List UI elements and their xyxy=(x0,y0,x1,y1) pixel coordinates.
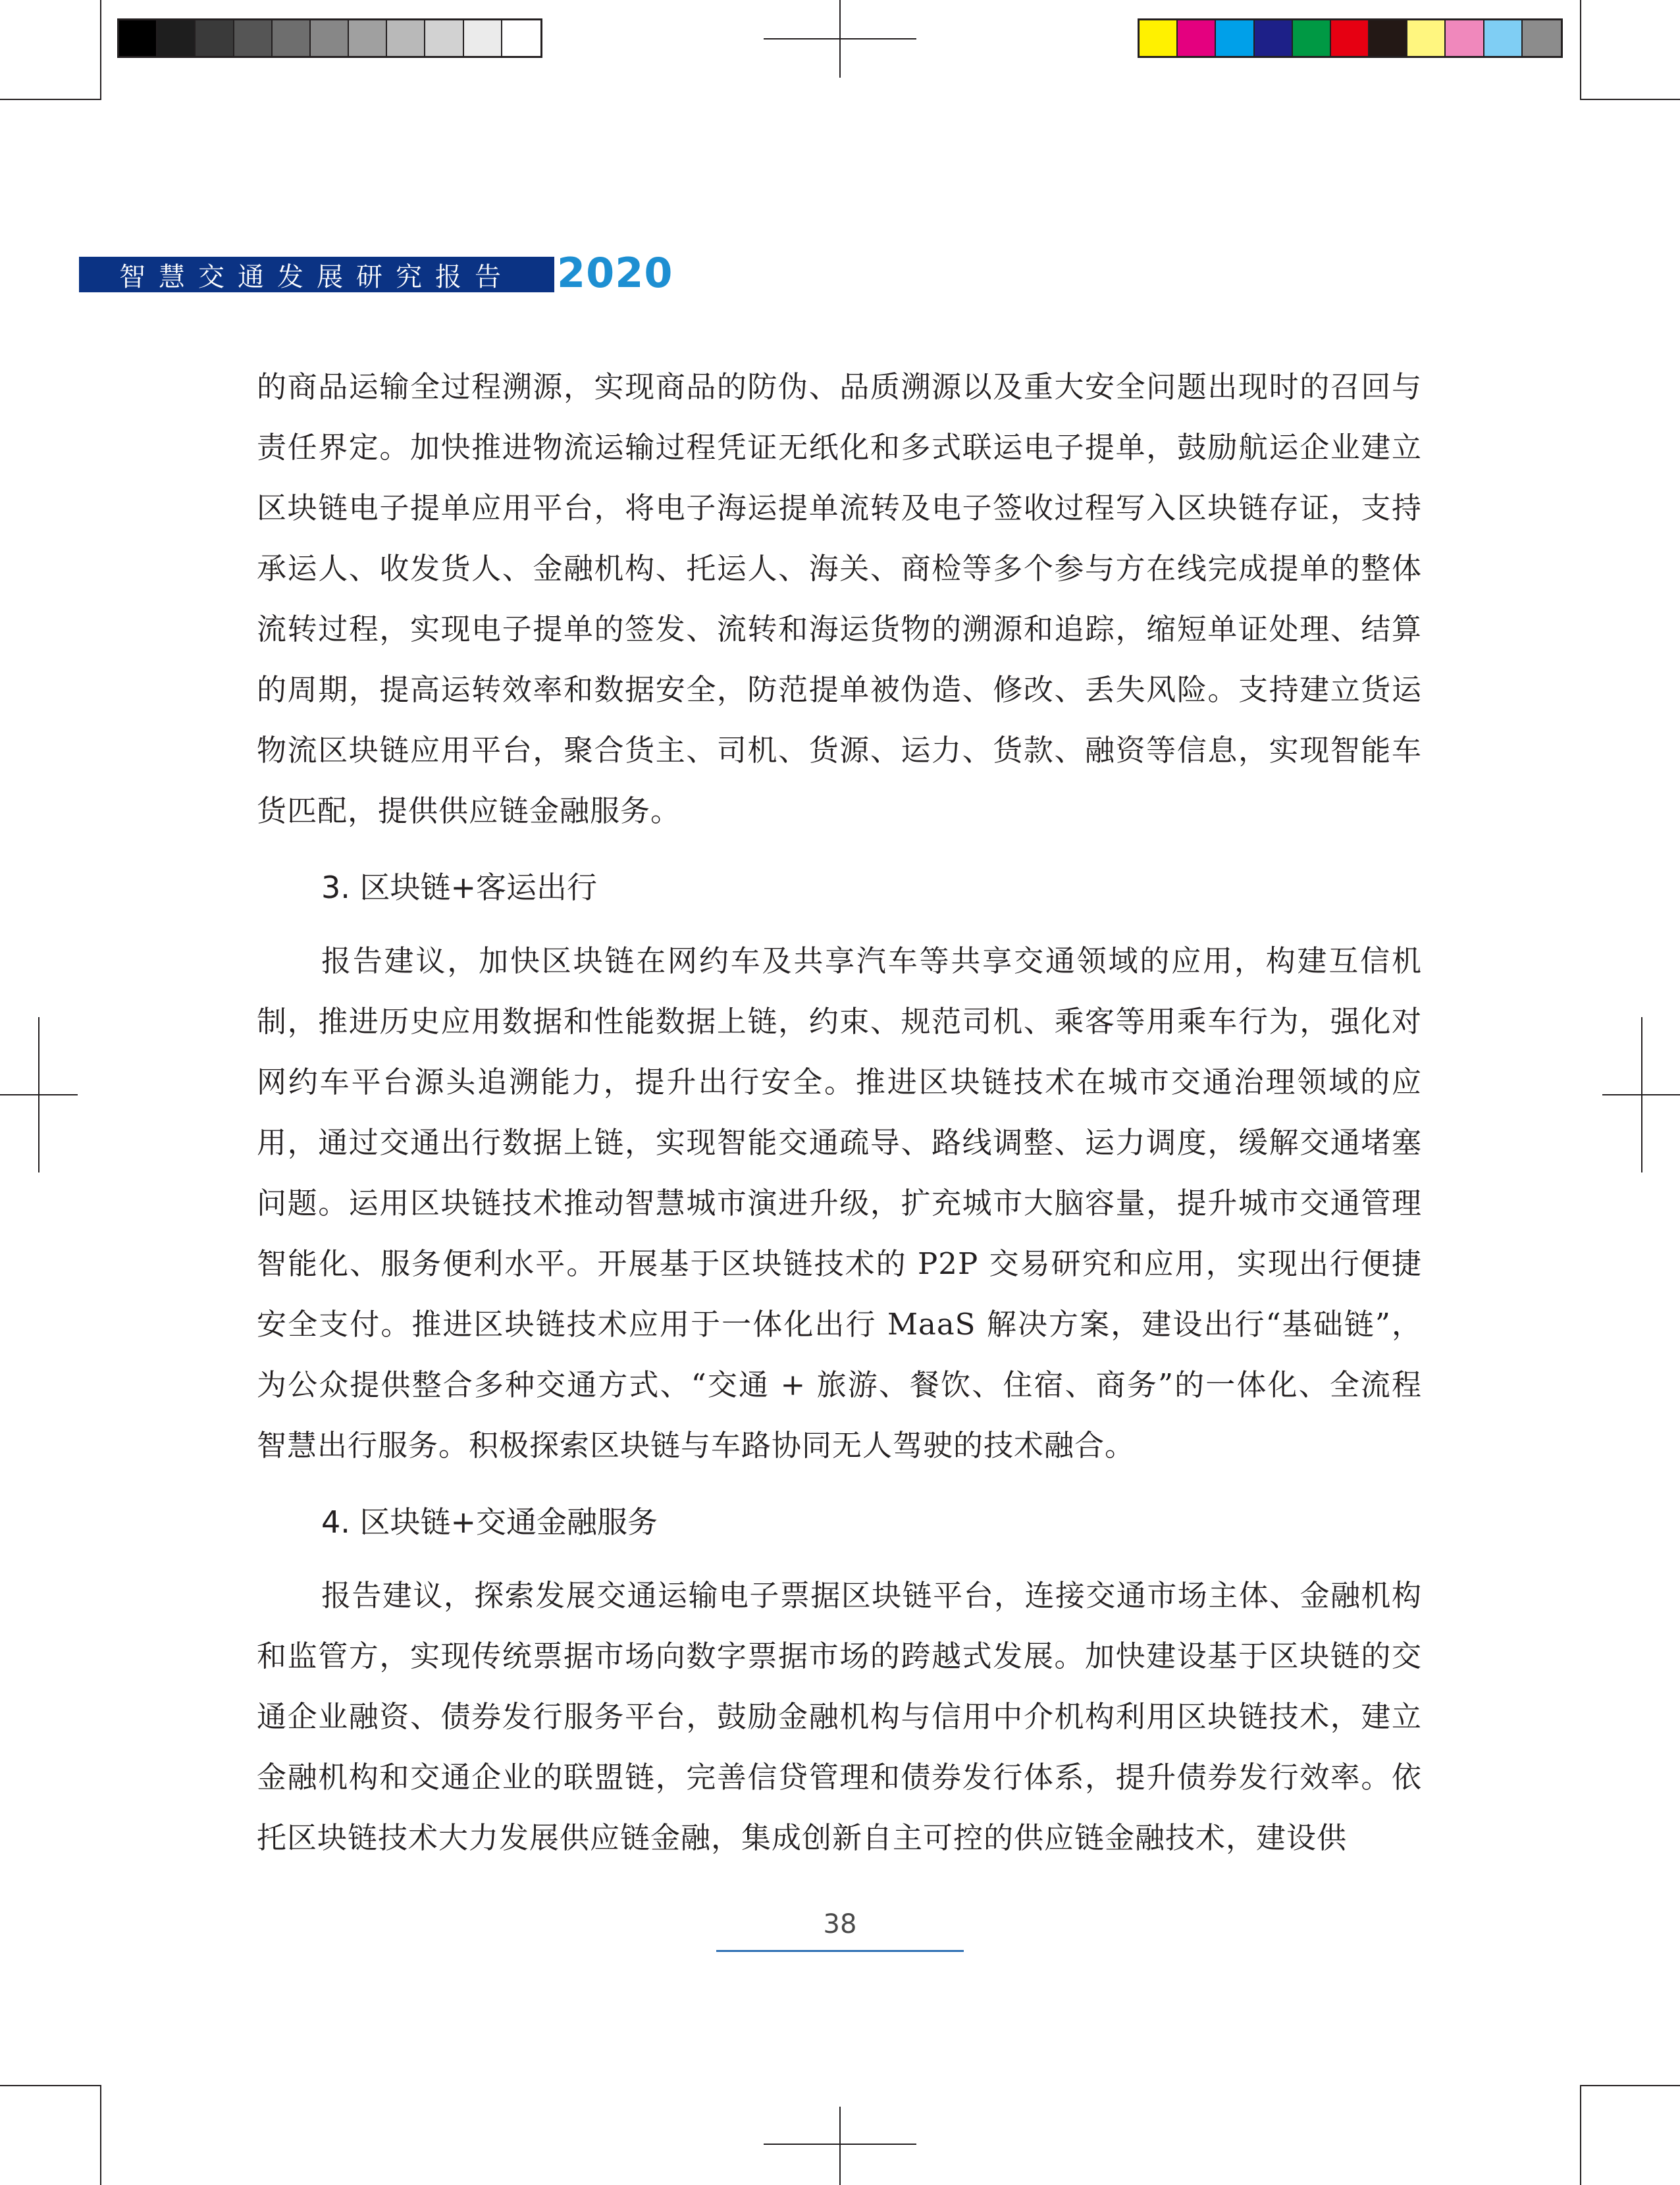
color-swatch xyxy=(1255,20,1293,56)
crop-mark-bottom-left-v xyxy=(100,2085,101,2185)
page-number-rule xyxy=(716,1950,964,1952)
color-swatch xyxy=(1140,20,1178,56)
page-number: 38 xyxy=(823,1909,857,1939)
color-swatch xyxy=(1293,20,1331,56)
paragraph-passenger-travel: 报告建议，加快区块链在网约车及共享汽车等共享交通领域的应用，构建互信机制，推进历史应用数据和性能数据上链，约束、规范司机、乘客等用乘车行为，强化对网约车平台源头追溯能力，提升出行安全。推进区块链技术在城市交通治理领域的应用，通过交通出行数据上链，实现智能交通疏导、路线调整、运力调度，缓解交通堵塞问题。运用区块链技术推动智慧城市演进升级，扩充城市大脑容量，提升城市交通管理智能化、服务便利水平。开展基于区块链技术的 P2P 交易研究和应用，实现出行便捷安全支付。推进区块链技术应用于一体化出行 MaaS 解决方案，建设出行“基础链”，为公众提供整合多种交通方式、“交通 + 旅游、餐饮、住宿、商务”的一体化、全流程智慧出行服务。积极探索区块链与车路协同无人驾驶的技术融合。 xyxy=(257,943,1422,1463)
gray-swatch xyxy=(119,20,157,56)
registration-mark-bottom-v xyxy=(839,2107,841,2185)
gray-swatch xyxy=(157,20,196,56)
page-body xyxy=(257,357,1422,1868)
gray-swatch xyxy=(311,20,349,56)
gray-swatch xyxy=(425,20,463,56)
crop-mark-top-right-v xyxy=(1580,0,1581,100)
gray-swatch xyxy=(349,20,387,56)
color-swatch xyxy=(1331,20,1369,56)
section-heading-passenger-travel: 3. 区块链+客运出行 xyxy=(321,870,598,905)
crop-mark-top-left-h xyxy=(0,99,100,100)
gray-swatch xyxy=(502,20,540,56)
gray-swatch xyxy=(196,20,234,56)
crop-mark-top-left-v xyxy=(100,0,101,100)
registration-mark-right-h xyxy=(1602,1094,1680,1095)
gray-swatch xyxy=(464,20,502,56)
running-header-title: 智慧交通发展研究报告 xyxy=(119,261,514,292)
color-swatch xyxy=(1446,20,1484,56)
gray-swatch xyxy=(234,20,273,56)
gray-swatch xyxy=(387,20,425,56)
crop-mark-bottom-right-v xyxy=(1580,2085,1581,2185)
registration-mark-left-h xyxy=(0,1094,78,1095)
running-header-band xyxy=(79,257,554,292)
color-swatch xyxy=(1407,20,1446,56)
color-swatch xyxy=(1484,20,1523,56)
color-swatch xyxy=(1216,20,1254,56)
registration-mark-bottom-h xyxy=(764,2144,916,2145)
crop-mark-bottom-right-h xyxy=(1580,2085,1680,2086)
color-swatch xyxy=(1369,20,1407,56)
gray-swatch xyxy=(273,20,311,56)
color-control-bar xyxy=(1138,18,1563,58)
paragraph-transport-finance: 报告建议，探索发展交通运输电子票据区块链平台，连接交通市场主体、金融机构和监管方，实现传统票据市场向数字票据市场的跨越式发展。加快建设基于区块链的交通企业融资、债券发行服务平台，鼓励金融机构与信用中介机构利用区块链技术，建立金融机构和交通企业的联盟链，完善信贷管理和债券发行体系，提升债券发行效率。依托区块链技术大力发展供应链金融，集成创新自主可控的供应链金融技术，建设供 xyxy=(257,1578,1422,1855)
section-heading-transport-finance: 4. 区块链+交通金融服务 xyxy=(321,1504,658,1540)
crop-mark-bottom-left-h xyxy=(0,2085,100,2086)
color-swatch xyxy=(1523,20,1561,56)
grayscale-control-bar xyxy=(117,18,542,58)
crop-mark-top-right-h xyxy=(1580,99,1680,100)
running-header-year: 2020 xyxy=(557,249,673,297)
paragraph-continuation: 的商品运输全过程溯源，实现商品的防伪、品质溯源以及重大安全问题出现时的召回与责任界定。加快推进物流运输过程凭证无纸化和多式联运电子提单，鼓励航运企业建立区块链电子提单应用平台，将电子海运提单流转及电子签收过程写入区块链存证，支持承运人、收发货人、金融机构、托运人、海关、商检等多个参与方在线完成提单的整体流转过程，实现电子提单的签发、流转和海运货物的溯源和追踪，缩短单证处理、结算的周期，提高运转效率和数据安全，防范提单被伪造、修改、丢失风险。支持建立货运物流区块链应用平台，聚合货主、司机、货源、运力、货款、融资等信息，实现智能车货匹配，提供供应链金融服务。 xyxy=(257,369,1422,828)
color-swatch xyxy=(1178,20,1216,56)
registration-mark-top-h xyxy=(764,38,916,39)
